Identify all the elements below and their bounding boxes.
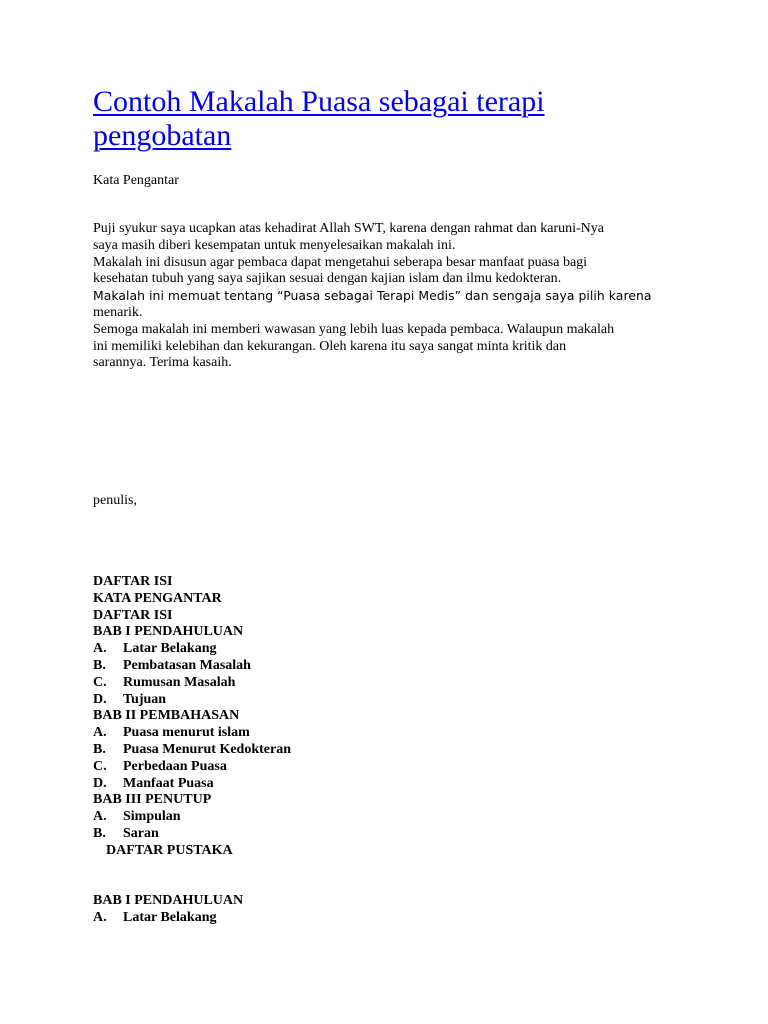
paragraph-line: Makalah ini memuat tentang “Puasa sebagai Terapi Medis” dan sengaja saya pilih karena — [93, 288, 652, 304]
toc-item: B. Pembatasan Masalah — [93, 657, 251, 673]
paragraph-line: Semoga makalah ini memberi wawasan yang lebih luas kepada pembaca. Walaupun makalah — [93, 321, 615, 337]
paragraph-line: sarannya. Terima kasaih. — [93, 355, 232, 371]
toc-item: C. Perbedaan Puasa — [93, 758, 227, 774]
toc-item: BAB I PENDAHULUAN — [93, 624, 244, 640]
toc-item: D. Manfaat Puasa — [93, 775, 214, 791]
toc-item: DAFTAR ISI — [93, 607, 173, 623]
chapter-item: A. Latar Belakang — [93, 909, 217, 925]
title-line-2[interactable]: pengobatan — [93, 119, 232, 152]
paragraph-line: menarik. — [93, 304, 143, 320]
foreword-paragraph — [93, 221, 683, 372]
table-of-contents — [93, 574, 291, 860]
kata-pengantar-heading: Kata Pengantar — [93, 173, 179, 188]
toc-item: B. Puasa Menurut Kedokteran — [93, 741, 291, 757]
toc-item: KATA PENGANTAR — [93, 590, 222, 606]
toc-item: BAB II PEMBAHASAN — [93, 708, 240, 724]
toc-item: B. Saran — [93, 825, 159, 841]
toc-item: A. Puasa menurut islam — [93, 725, 250, 741]
paragraph-line: Puji syukur saya ucapkan atas kehadirat Allah SWT, karena dengan rahmat dan karuni-Nya — [93, 221, 604, 236]
toc-item: A. Latar Belakang — [93, 641, 217, 657]
paragraph-line: saya masih diberi kesempatan untuk menyelesaikan makalah ini. — [93, 237, 456, 253]
toc-item: A. Simpulan — [93, 809, 181, 825]
paragraph-line: Makalah ini disusun agar pembaca dapat mengetahui seberapa besar manfaat puasa bagi — [93, 254, 588, 270]
toc-item: BAB III PENUTUP — [93, 792, 212, 808]
author-signature: penulis, — [93, 493, 137, 508]
toc-heading: DAFTAR ISI — [93, 574, 173, 589]
chapter-one-section — [93, 893, 243, 927]
toc-item: D. Tujuan — [93, 691, 167, 707]
title-line-1[interactable]: Contoh Makalah Puasa sebagai terapi — [93, 85, 545, 118]
paragraph-line: ini memiliki kelebihan dan kekurangan. Oleh karena itu saya sangat minta kritik dan — [93, 338, 567, 354]
toc-item: C. Rumusan Masalah — [93, 674, 236, 690]
document-title-link[interactable] — [93, 85, 713, 153]
paragraph-line: kesehatan tubuh yang saya sajikan sesuai dengan kajian islam dan ilmu kedokteran. — [93, 271, 562, 287]
chapter-heading: BAB I PENDAHULUAN — [93, 893, 244, 908]
toc-item-daftar-pustaka: DAFTAR PUSTAKA — [106, 842, 233, 858]
